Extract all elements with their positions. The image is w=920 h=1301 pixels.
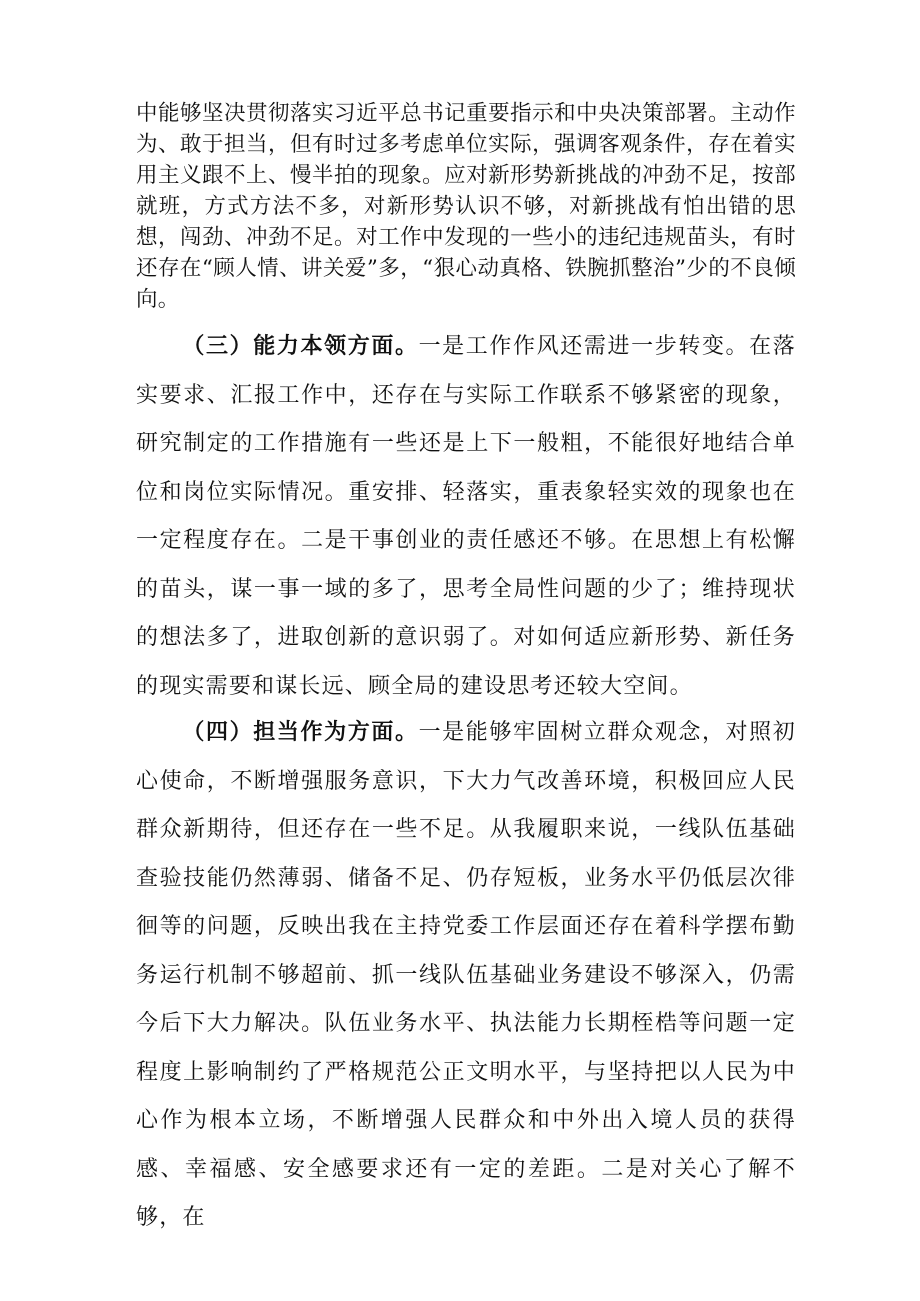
paragraph-responsibility xyxy=(136,708,796,1243)
section-heading-ability: （三）能力本领方面。 xyxy=(182,333,419,359)
section-heading-responsibility: （四）担当作为方面。 xyxy=(182,719,419,745)
paragraph-continued xyxy=(136,98,796,315)
paragraph-text: 一是能够牢固树立群众观念，对照初心使命，不断增强服务意识，下大力气改善环境，积极回应人民群众新期待，但还存在一些不足。从我履职来说，一线队伍基础查验技能仍然薄弱、储备不足、仍存短板，业务水平仍低层次徘徊等的问题，反映出我在主持党委工作层面还存在着科学摆布勤务运行机制不够超前、抓一线队伍基础业务建设不够深入，仍需今后下大力解决。队伍业务水平、执法能力长期桎梏等问题一定程度上影响制约了严格规范公正文明水平，与坚持把以人民为中心作为根本立场，不断增强人民群众和中外出入境人员的获得感、幸福感、安全感要求还有一定的差距。二是对关心了解不够，在 xyxy=(136,720,796,1230)
paragraph-text: 中能够坚决贯彻落实习近平总书记重要指示和中央决策部署。主动作为、敢于担当，但有时过多考虑单位实际，强调客观条件，存在着实用主义跟不上、慢半拍的现象。应对新形势新挑战的冲劲不足，按部就班，方式方法不多，对新形势认识不够，对新挑战有怕出错的思想，闯劲、冲劲不足。对工作中发现的一些小的违纪违规苗头，有时还存在“顾人情、讲关爱”多，“狠心动真格、铁腕抓整治”少的不良倾向。 xyxy=(136,101,796,312)
paragraph-ability-skills xyxy=(136,322,796,711)
paragraph-text: 一是工作作风还需进一步转变。在落实要求、汇报工作中，还存在与实际工作联系不够紧密的现象，研究制定的工作措施有一些还是上下一般粗，不能很好地结合单位和岗位实际情况。重安排、轻落实，重表象轻实效的现象也在一定程度存在。二是干事创业的责任感还不够。在思想上有松懈的苗头，谋一事一域的多了，思考全局性问题的少了；维持现状的想法多了，进取创新的意识弱了。对如何适应新形势、新任务的现实需要和谋长远、顾全局的建设思考还较大空间。 xyxy=(136,334,796,699)
